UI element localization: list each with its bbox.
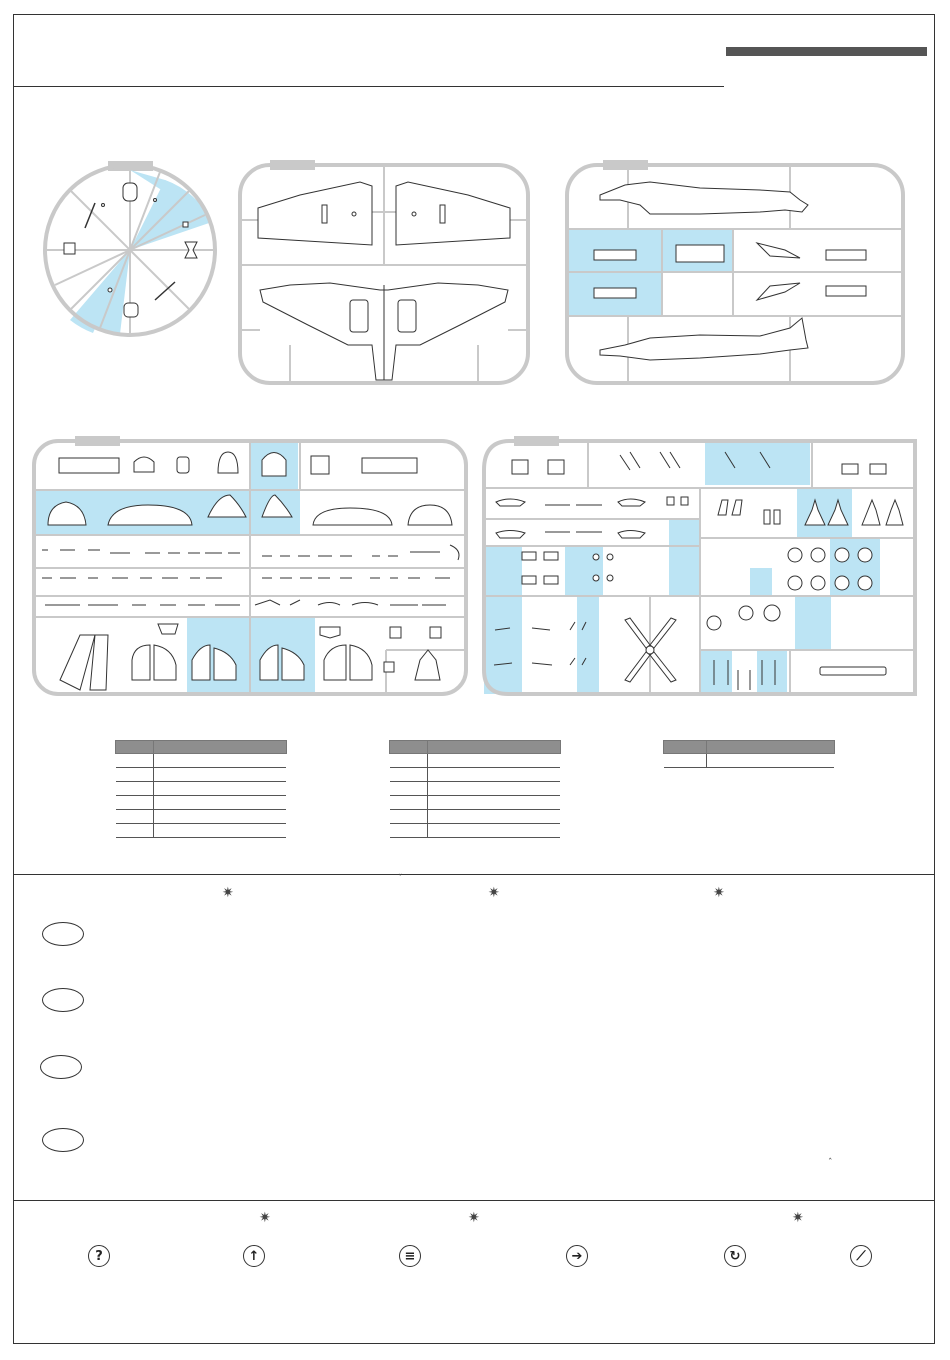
option-b-oval [42, 988, 84, 1012]
caret-down-icon: ˇ [398, 874, 403, 884]
up-arrow-icon: ↑ [243, 1245, 265, 1267]
color-table-3 [663, 740, 835, 768]
star-icon: ✷ [468, 1210, 480, 1226]
option-d-oval [42, 1128, 84, 1152]
option-c-oval [40, 1055, 82, 1079]
drill-icon: ≡ [399, 1245, 421, 1267]
sprue-fuselage [567, 160, 903, 383]
sprue-round [45, 161, 215, 335]
option-a-oval [42, 922, 84, 946]
sprue-wheels-propeller [484, 436, 915, 694]
star-icon: ✷ [222, 885, 234, 901]
star-icon: ✷ [259, 1210, 271, 1226]
sprue-canopy-parts [34, 436, 466, 694]
sprue-wings [240, 160, 528, 383]
question-icon: ? [88, 1245, 110, 1267]
color-table-2 [389, 740, 561, 838]
star-icon: ✷ [488, 885, 500, 901]
color-table-1 [115, 740, 287, 838]
star-icon: ✷ [792, 1210, 804, 1226]
divider-2 [14, 1200, 934, 1201]
glue-icon: ⟋ [850, 1245, 872, 1267]
star-icon: ✷ [713, 885, 725, 901]
caret-up-icon: ˆ [828, 1158, 833, 1168]
right-arrow-icon: ➔ [566, 1245, 588, 1267]
divider-1 [14, 874, 934, 875]
rotate-icon: ↻ [724, 1245, 746, 1267]
